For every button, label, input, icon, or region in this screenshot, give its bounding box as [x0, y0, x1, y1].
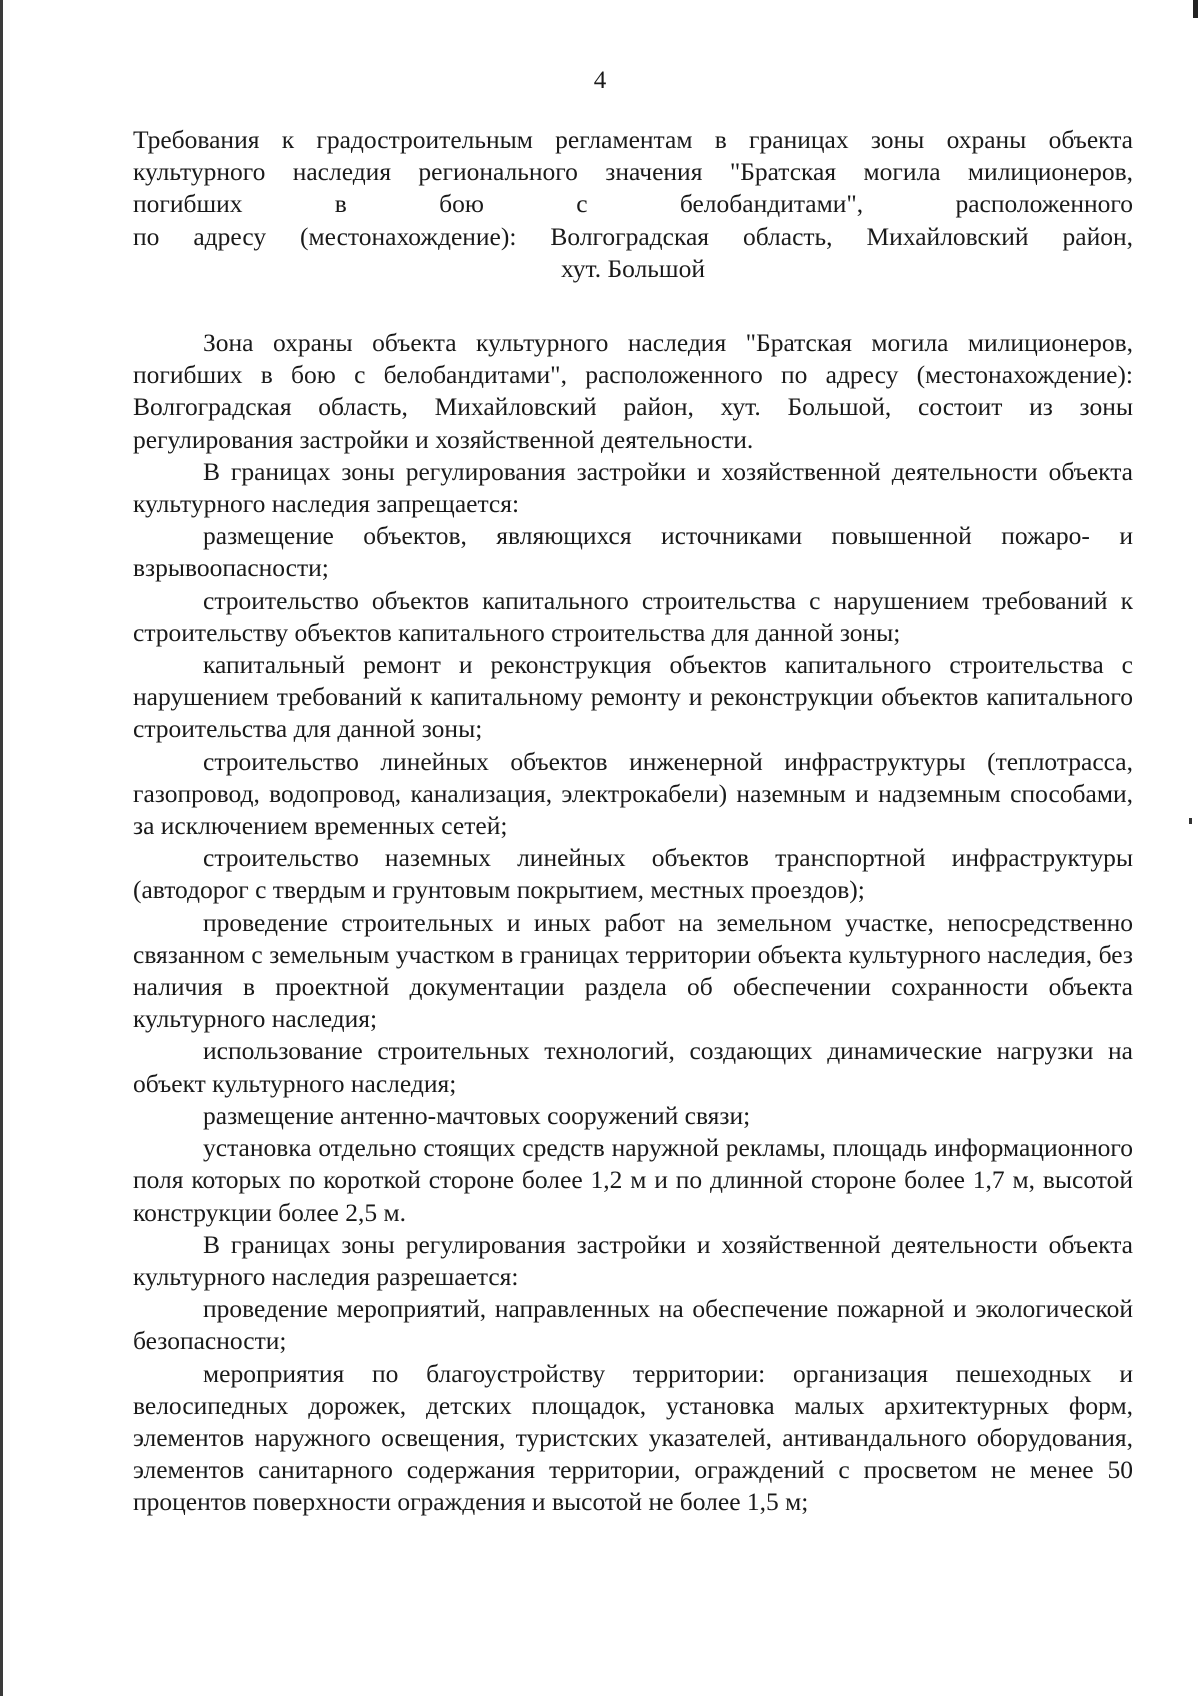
- paragraph: В границах зоны регулирования застройки и хозяйственной деятельности объекта культурного наследия разрешается:: [133, 1229, 1133, 1291]
- list-item: строительство линейных объектов инженерной инфраструктуры (теплотрасса, газопровод, водопровод, канализация, электрокабели) наземным и надземным способами, за исключением временных сетей;: [133, 746, 1133, 841]
- title-line: по адресу (местонахождение): Волгоградская область, Михайловский район,: [133, 221, 1133, 251]
- list-item: проведение строительных и иных работ на земельном участке, непосредственно связанном с земельным участком в границах территории объекта культурного наследия, без наличия в проектной документации раздела об обеспечении сохранности объекта культурного наследия;: [133, 907, 1133, 1034]
- title-line: культурного наследия регионального значения "Братская могила милиционеров,: [133, 157, 1133, 187]
- scan-border-line: [0, 0, 3, 1696]
- list-item: размещение объектов, являющихся источниками повышенной пожаро- и взрывоопасности;: [133, 521, 1133, 583]
- title-line: хут. Большой: [561, 253, 705, 283]
- title-line: погибших в бою с белобандитами", расположенного: [133, 189, 1133, 219]
- paragraph: В границах зоны регулирования застройки и хозяйственной деятельности объекта культурного наследия запрещается:: [133, 456, 1133, 519]
- paragraph: Зона охраны объекта культурного наследия "Братская могила милиционеров, погибших в бою с белобандитами", расположенного по адресу (местонахождение): Волгоградская область, Михайловский район, хут. Большой, состоит из зоны регулирования застройки и хозяйственной деятельности.: [133, 328, 1133, 454]
- list-item: установка отдельно стоящих средств наружной рекламы, площадь информационного поля которых по короткой стороне более 1,2 м и по длинной стороне более 1,7 м, высотой конструкции более 2,5 м.: [133, 1133, 1133, 1227]
- list-item: размещение антенно-мачтовых сооружений связи;: [203, 1100, 751, 1130]
- page-number: 4: [593, 67, 607, 94]
- document-title: [133, 124, 1133, 285]
- scan-mark: [1189, 818, 1192, 824]
- scan-mark: [1193, 0, 1198, 18]
- list-item: строительство объектов капитального строительства с нарушением требований к строительству объектов капитального строительства для данной зоны;: [133, 585, 1133, 647]
- document-body: [133, 124, 1133, 1519]
- list-item: проведение мероприятий, направленных на обеспечение пожарной и экологической безопасности;: [133, 1294, 1133, 1356]
- list-item: капитальный ремонт и реконструкция объектов капитального строительства с нарушением требований к капитальному ремонту и реконструкции объектов капитального строительства для данной зоны;: [133, 650, 1133, 744]
- list-item: мероприятия по благоустройству территории: организация пешеходных и велосипедных дорожек, детских площадок, установка малых архитектурных форм, элементов наружного освещения, туристских указателей, антивандального оборудования, элементов санитарного содержания территории, ограждений с просветом не менее 50 процентов поверхности ограждения и высотой не более 1,5 м;: [133, 1358, 1133, 1517]
- title-line: Требования к градостроительным регламентам в границах зоны охраны объекта: [133, 125, 1133, 154]
- list-item: использование строительных технологий, создающих динамические нагрузки на объект культурного наследия;: [133, 1036, 1133, 1098]
- list-item: строительство наземных линейных объектов транспортной инфраструктуры (автодорог с твердым и грунтовым покрытием, местных проездов);: [133, 843, 1133, 905]
